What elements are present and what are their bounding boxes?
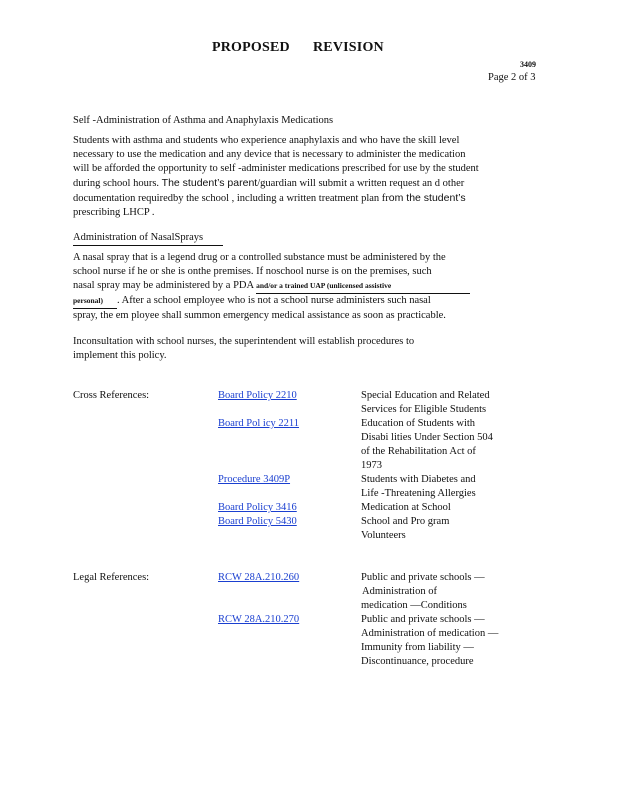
paragraph-line: Students with asthma and students who experience anaphylaxis and who have the skill level [73, 135, 460, 146]
paragraph-line: implement this policy. [73, 350, 167, 361]
link-board-policy-2211[interactable]: Board Pol icy 2211 [218, 418, 299, 429]
paragraph-line: necessary to use the medication and any device that is necessary to administer the medication [73, 149, 466, 160]
paragraph-line: school nurse if he or she is onthe premises. If noschool nurse is on the premises, such [73, 266, 432, 277]
emphasis-student: om the student’s [388, 192, 466, 204]
paragraph-line: nasal spray may be administered by a PDA and/or a trained UAP (unlicensed assistive [73, 279, 543, 294]
section-heading-self-administration: Self -Administration of Asthma and Anaphylaxis Medications [73, 115, 334, 126]
legal-ref-description: Public and private schools — Administration of medication —Conditions [361, 572, 485, 611]
link-board-policy-3416[interactable]: Board Policy 3416 [218, 502, 297, 513]
link-board-policy-5430[interactable]: Board Policy 5430 [218, 516, 297, 527]
link-board-policy-2210[interactable]: Board Policy 2210 [218, 390, 297, 401]
cross-ref-description: Education of Students with Disabi lities Under Section 504 of the Rehabilitation Act of 1973 [361, 418, 493, 471]
self-administration-paragraph [73, 134, 543, 220]
nasal-spray-paragraph [73, 251, 543, 323]
cross-ref-description: Students with Diabetes and Life -Threatening Allergies [361, 474, 476, 499]
legal-ref-description: Public and private schools — Administration of medication — Immunity from liability — Discontinuance, procedure [361, 614, 499, 667]
paragraph-line: personal) . After a school employee who is not a school nurse administers such nasal [73, 294, 543, 309]
paragraph-line: during school hours. The student’s parent/guardian will submit a written request an d other [73, 177, 465, 189]
paragraph-line: documentation requiredby the school , including a written treatment plan from the student’s [73, 192, 466, 204]
policy-number: 3409 [520, 60, 536, 69]
paragraph-line: will be afforded the opportunity to self -administer medications prescribed for use by the student [73, 163, 479, 174]
link-procedure-3409p[interactable]: Procedure 3409P [218, 474, 291, 485]
cross-ref-description: School and Pro gram Volunteers [361, 516, 450, 541]
section-heading-nasal-sprays: Administration of NasalSprays [73, 231, 223, 246]
page-indicator: Page 2 of 3 [488, 72, 536, 83]
uap-clause: and/or a trained UAP (unlicensed assistive [256, 279, 470, 294]
paragraph-line: spray, the em ployee shall summon emergency medical assistance as soon as practicable. [73, 310, 446, 321]
link-rcw-28a-210-260[interactable]: RCW 28A.210.260 [218, 572, 300, 583]
paragraph-line: A nasal spray that is a legend drug or a controlled substance must be administered by the [73, 252, 446, 263]
paragraph-line: prescribing LHCP . [73, 207, 155, 218]
cross-ref-description: Medication at School [361, 502, 451, 513]
paragraph-line: Inconsultation with school nurses, the superintendent will establish procedures to [73, 336, 415, 347]
personal-clause: personal) [73, 294, 117, 309]
consultation-paragraph [73, 335, 543, 363]
legal-references-label: Legal References: [73, 572, 150, 583]
title-proposed: PROPOSED [212, 40, 290, 55]
link-rcw-28a-210-270[interactable]: RCW 28A.210.270 [218, 614, 300, 625]
cross-ref-description: Special Education and Related Services for Eligible Students [361, 390, 490, 415]
emphasis-parent: The student’s parent [161, 177, 258, 189]
cross-references-label: Cross References: [73, 390, 150, 401]
title-revision: REVISION [313, 40, 384, 55]
